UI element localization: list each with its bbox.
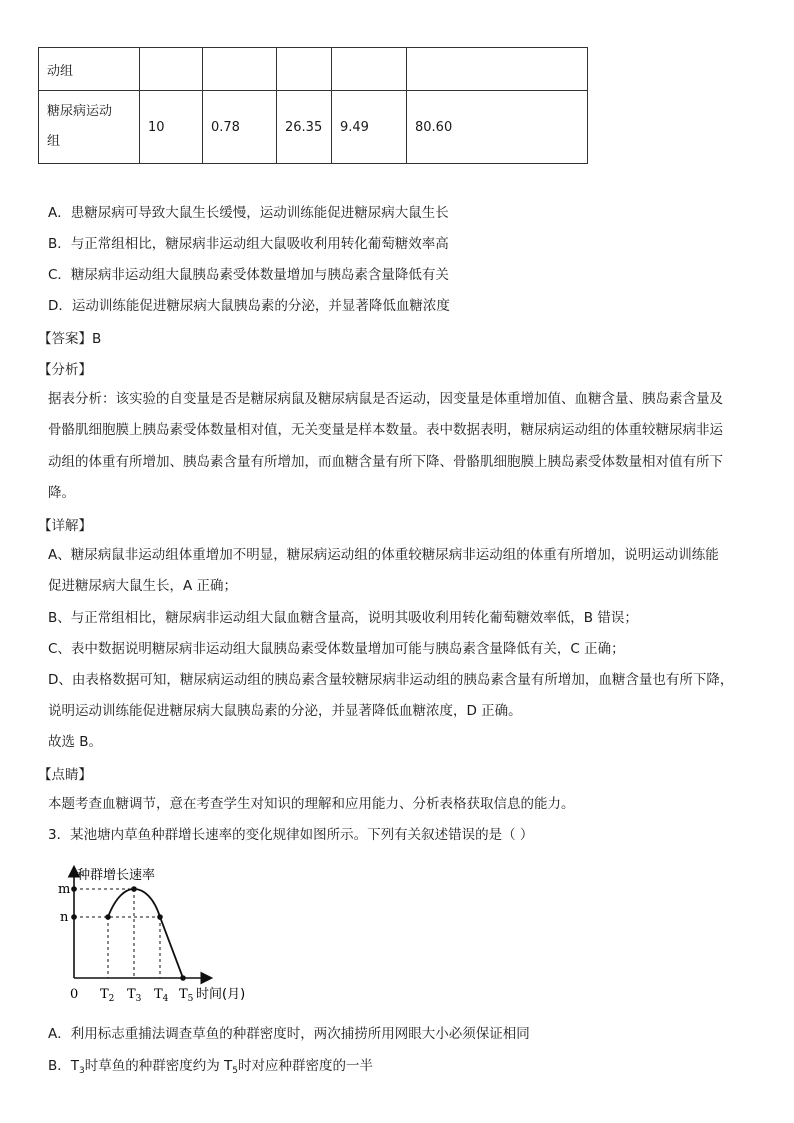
detail-heading: 【详解】 xyxy=(38,518,92,534)
x-tick-t3: $T_3$ xyxy=(127,987,142,1004)
y-axis-title: 种群增长速率 xyxy=(77,868,156,883)
detail-line: D、由表格数据可知，糖尿病运动组的胰岛素含量较糖尿病非运动组的胰岛素含量有所增加，血糖含量也有所下降， xyxy=(48,672,734,688)
table-cell: 80.60 xyxy=(407,91,588,164)
table-row xyxy=(39,48,588,91)
table-cell: 0.78 xyxy=(203,91,277,164)
detail-line: 促进糖尿病大鼠生长，A 正确； xyxy=(48,578,238,594)
q3-option-a: A．利用标志重捕法调查草鱼的种群密度时，两次捕捞所用网眼大小必须保证相同 xyxy=(48,1026,530,1042)
analysis-line: 骨骼肌细胞膜上胰岛素受体数量相对值，无关变量是样本数量。表中数据表明，糖尿病运动组的体重较糖尿病非运 xyxy=(48,422,723,438)
q2-option-b: B．与正常组相比，糖尿病非运动组大鼠吸收利用转化葡萄糖效率高 xyxy=(48,236,449,252)
q3-option-b-sub2: 5 xyxy=(232,1066,239,1076)
origin-label: 0 xyxy=(70,987,79,1002)
y-label-m: m xyxy=(58,882,71,897)
table-cell: 26.35 xyxy=(277,91,332,164)
q3-option-b-sub1: 3 xyxy=(79,1066,85,1076)
analysis-line: 据表分析：该实验的自变量是否是糖尿病鼠及糖尿病鼠是否运动，因变量是体重增加值、血糖含量、胰岛素含量及 xyxy=(48,391,723,407)
table-cell: 9.49 xyxy=(332,91,407,164)
q3-option-b-pre: B．T xyxy=(48,1058,80,1074)
table-cell xyxy=(140,48,203,91)
table-cell xyxy=(203,48,277,91)
detail-line: C、表中数据说明糖尿病非运动组大鼠胰岛素受体数量增加可能与胰岛素含量降低有关，C 正确； xyxy=(48,641,625,657)
comment-line: 本题考查血糖调节，意在考查学生对知识的理解和应用能力、分析表格获取信息的能力。 xyxy=(48,796,575,812)
detail-line: B、与正常组相比，糖尿病非运动组大鼠血糖含量高，说明其吸收利用转化葡萄糖效率低，B 错误； xyxy=(48,610,638,626)
point-n xyxy=(71,914,77,920)
row-label-line: 糖尿病运动 xyxy=(47,104,113,119)
q2-option-c: C．糖尿病非运动组大鼠胰岛素受体数量增加与胰岛素含量降低有关 xyxy=(48,267,449,283)
x-tick-t5: $T_5$ xyxy=(179,987,194,1004)
detail-line: 说明运动训练能促进糖尿病大鼠胰岛素的分泌，并显著降低血糖浓度，D 正确。 xyxy=(48,703,522,719)
y-label-n: n xyxy=(60,910,69,925)
table-cell xyxy=(332,48,407,91)
comment-heading: 【点睛】 xyxy=(38,767,92,783)
table-cell xyxy=(39,91,140,164)
answer-line: 【答案】B xyxy=(38,331,102,347)
growth-curve xyxy=(108,889,183,978)
x-tick-t2: $T_2$ xyxy=(100,987,115,1004)
q2-option-a: A．患糖尿病可导致大鼠生长缓慢，运动训练能促进糖尿病大鼠生长 xyxy=(48,205,449,221)
table-cell: 动组 xyxy=(39,48,140,91)
q3-option-b xyxy=(48,1056,373,1081)
table-cell: 10 xyxy=(140,91,203,164)
detail-line: A、糖尿病鼠非运动组体重增加不明显，糖尿病运动组的体重较糖尿病非运动组的体重有所增加，说明运动训练能 xyxy=(48,547,719,563)
analysis-heading: 【分析】 xyxy=(38,362,92,378)
analysis-line: 动组的体重有所增加、胰岛素含量有所增加，而血糖含量有所下降、骨骼肌细胞膜上胰岛素受体数量相对值有所下 xyxy=(48,454,723,470)
x-tick-t4: $T_4$ xyxy=(154,987,169,1004)
row-label-line: 组 xyxy=(47,134,61,149)
point-t3 xyxy=(131,886,137,892)
q2-option-d: D．运动训练能促进糖尿病大鼠胰岛素的分泌，并显著降低血糖浓度 xyxy=(48,298,450,314)
x-axis-title: 时间(月) xyxy=(196,987,246,1002)
table-cell xyxy=(407,48,588,91)
detail-line: 故选 B。 xyxy=(48,734,103,750)
growth-rate-figure xyxy=(50,860,270,1010)
point-t4 xyxy=(157,914,163,920)
table-row xyxy=(39,91,588,164)
q3-option-b-post: 时对应种群密度的一半 xyxy=(238,1058,374,1074)
q3-stem: 3．某池塘内草鱼种群增长速率的变化规律如图所示。下列有关叙述错误的是（ ） xyxy=(48,827,534,843)
point-t5 xyxy=(180,975,186,981)
point-t2 xyxy=(105,914,111,920)
analysis-line: 降。 xyxy=(48,485,75,501)
data-table xyxy=(38,47,588,164)
table-cell xyxy=(277,48,332,91)
q3-option-b-mid: 时草鱼的种群密度约为 T xyxy=(84,1058,233,1074)
point-m xyxy=(71,886,77,892)
